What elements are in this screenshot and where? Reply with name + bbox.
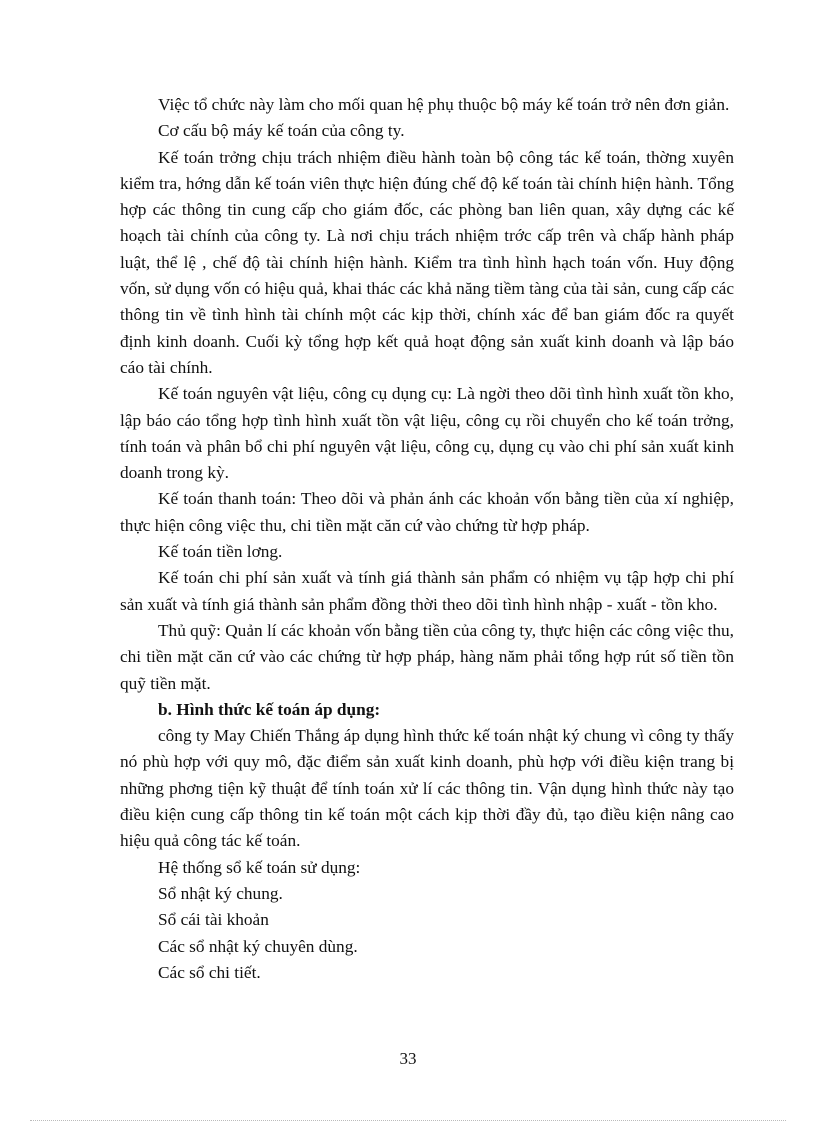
paragraph: Thủ quỹ: Quản lí các khoản vốn bằng tiền của công ty, thực hiện các công việc thu, chi tiền mặt căn cứ vào các chứng từ hợp pháp, hàng năm phải tổng hợp rút số tiền tồn quỹ tiền mặt.	[120, 620, 734, 693]
paragraph: Kế toán chi phí sản xuất và tính giá thành sản phẩm có nhiệm vụ tập hợp chi phí sản xuất và tính giá thành sản phẩm đồng thời theo dõi tình hình nhập - xuất - tồn kho.	[120, 568, 734, 614]
paragraph: Kế toán trởng chịu trách nhiệm điều hành toàn bộ công tác kế toán, thờng xuyên kiểm tra, hớng dẫn kế toán viên thực hiện đúng chế độ kế toán tài chính hiện hành. Tổng hợp các thông tin cung cấp cho giám đốc, các phòng ban liên quan, xây dựng các kế hoạch tài chính của công ty. Là nơi chịu trách nhiệm trớc cấp trên và chấp hành pháp luật, thể lệ , chế độ tài chính hiện hành. Kiểm tra tình hình hạch toán vốn. Huy động vốn, sử dụng vốn có hiệu quả, khai thác các khả năng tiềm tàng của tài sản, cung cấp các thông tin về tình hình tài chính một các kịp thời, chính xác để ban giám đốc ra quyết định kinh doanh. Cuối kỳ tổng hợp kết quả hoạt động sản xuất kinh doanh và lập báo cáo tài chính.	[120, 147, 734, 377]
paragraph: Cơ cấu bộ máy kế toán của công ty.	[158, 121, 405, 141]
page-body	[120, 92, 734, 986]
list-item: Các sổ chi tiết.	[158, 962, 261, 982]
list-item: Sổ nhật ký chung.	[158, 883, 283, 903]
paragraph: Hệ thống sổ kế toán sử dụng:	[158, 857, 361, 877]
list-item: Các sổ nhật ký chuyên dùng.	[158, 936, 358, 956]
paragraph: Kế toán thanh toán: Theo dõi và phản ánh các khoản vốn bằng tiền của xí nghiệp, thực hiện công việc thu, chi tiền mặt căn cứ vào chứng từ hợp pháp.	[120, 489, 734, 535]
paragraph: Việc tổ chức này làm cho mối quan hệ phụ thuộc bộ máy kế toán trở nên đơn giản.	[158, 95, 730, 114]
paragraph: Kế toán nguyên vật liệu, công cụ dụng cụ: Là ngời theo dõi tình hình xuất tồn kho, lập báo cáo tổng hợp tình hình xuất tồn vật liệu, công cụ rồi chuyển cho kế toán trởng, tính toán và phân bổ chi phí nguyên vật liệu, công cụ, dụng cụ vào chi phí sản xuất kinh doanh trong kỳ.	[120, 384, 734, 483]
page-footer-divider	[30, 1120, 786, 1121]
section-heading: b. Hình thức kế toán áp dụng:	[158, 699, 381, 719]
list-item: Sổ cái tài khoản	[158, 910, 269, 930]
paragraph: Kế toán tiền lơng.	[158, 542, 283, 562]
paragraph: công ty May Chiến Thắng áp dụng hình thức kế toán nhật ký chung vì công ty thấy nó phù hợp với quy mô, đặc điểm sản xuất kinh doanh, phù hợp với điều kiện trang bị những phơng tiện kỹ thuật để tính toán xử lí các thông tin. Vận dụng hình thức này tạo điều kiện cung cấp thông tin kế toán một cách kịp thời đầy đủ, tạo điều kiện nâng cao hiệu quả công tác kế toán.	[120, 726, 734, 851]
page-number: 33	[399, 1049, 417, 1068]
